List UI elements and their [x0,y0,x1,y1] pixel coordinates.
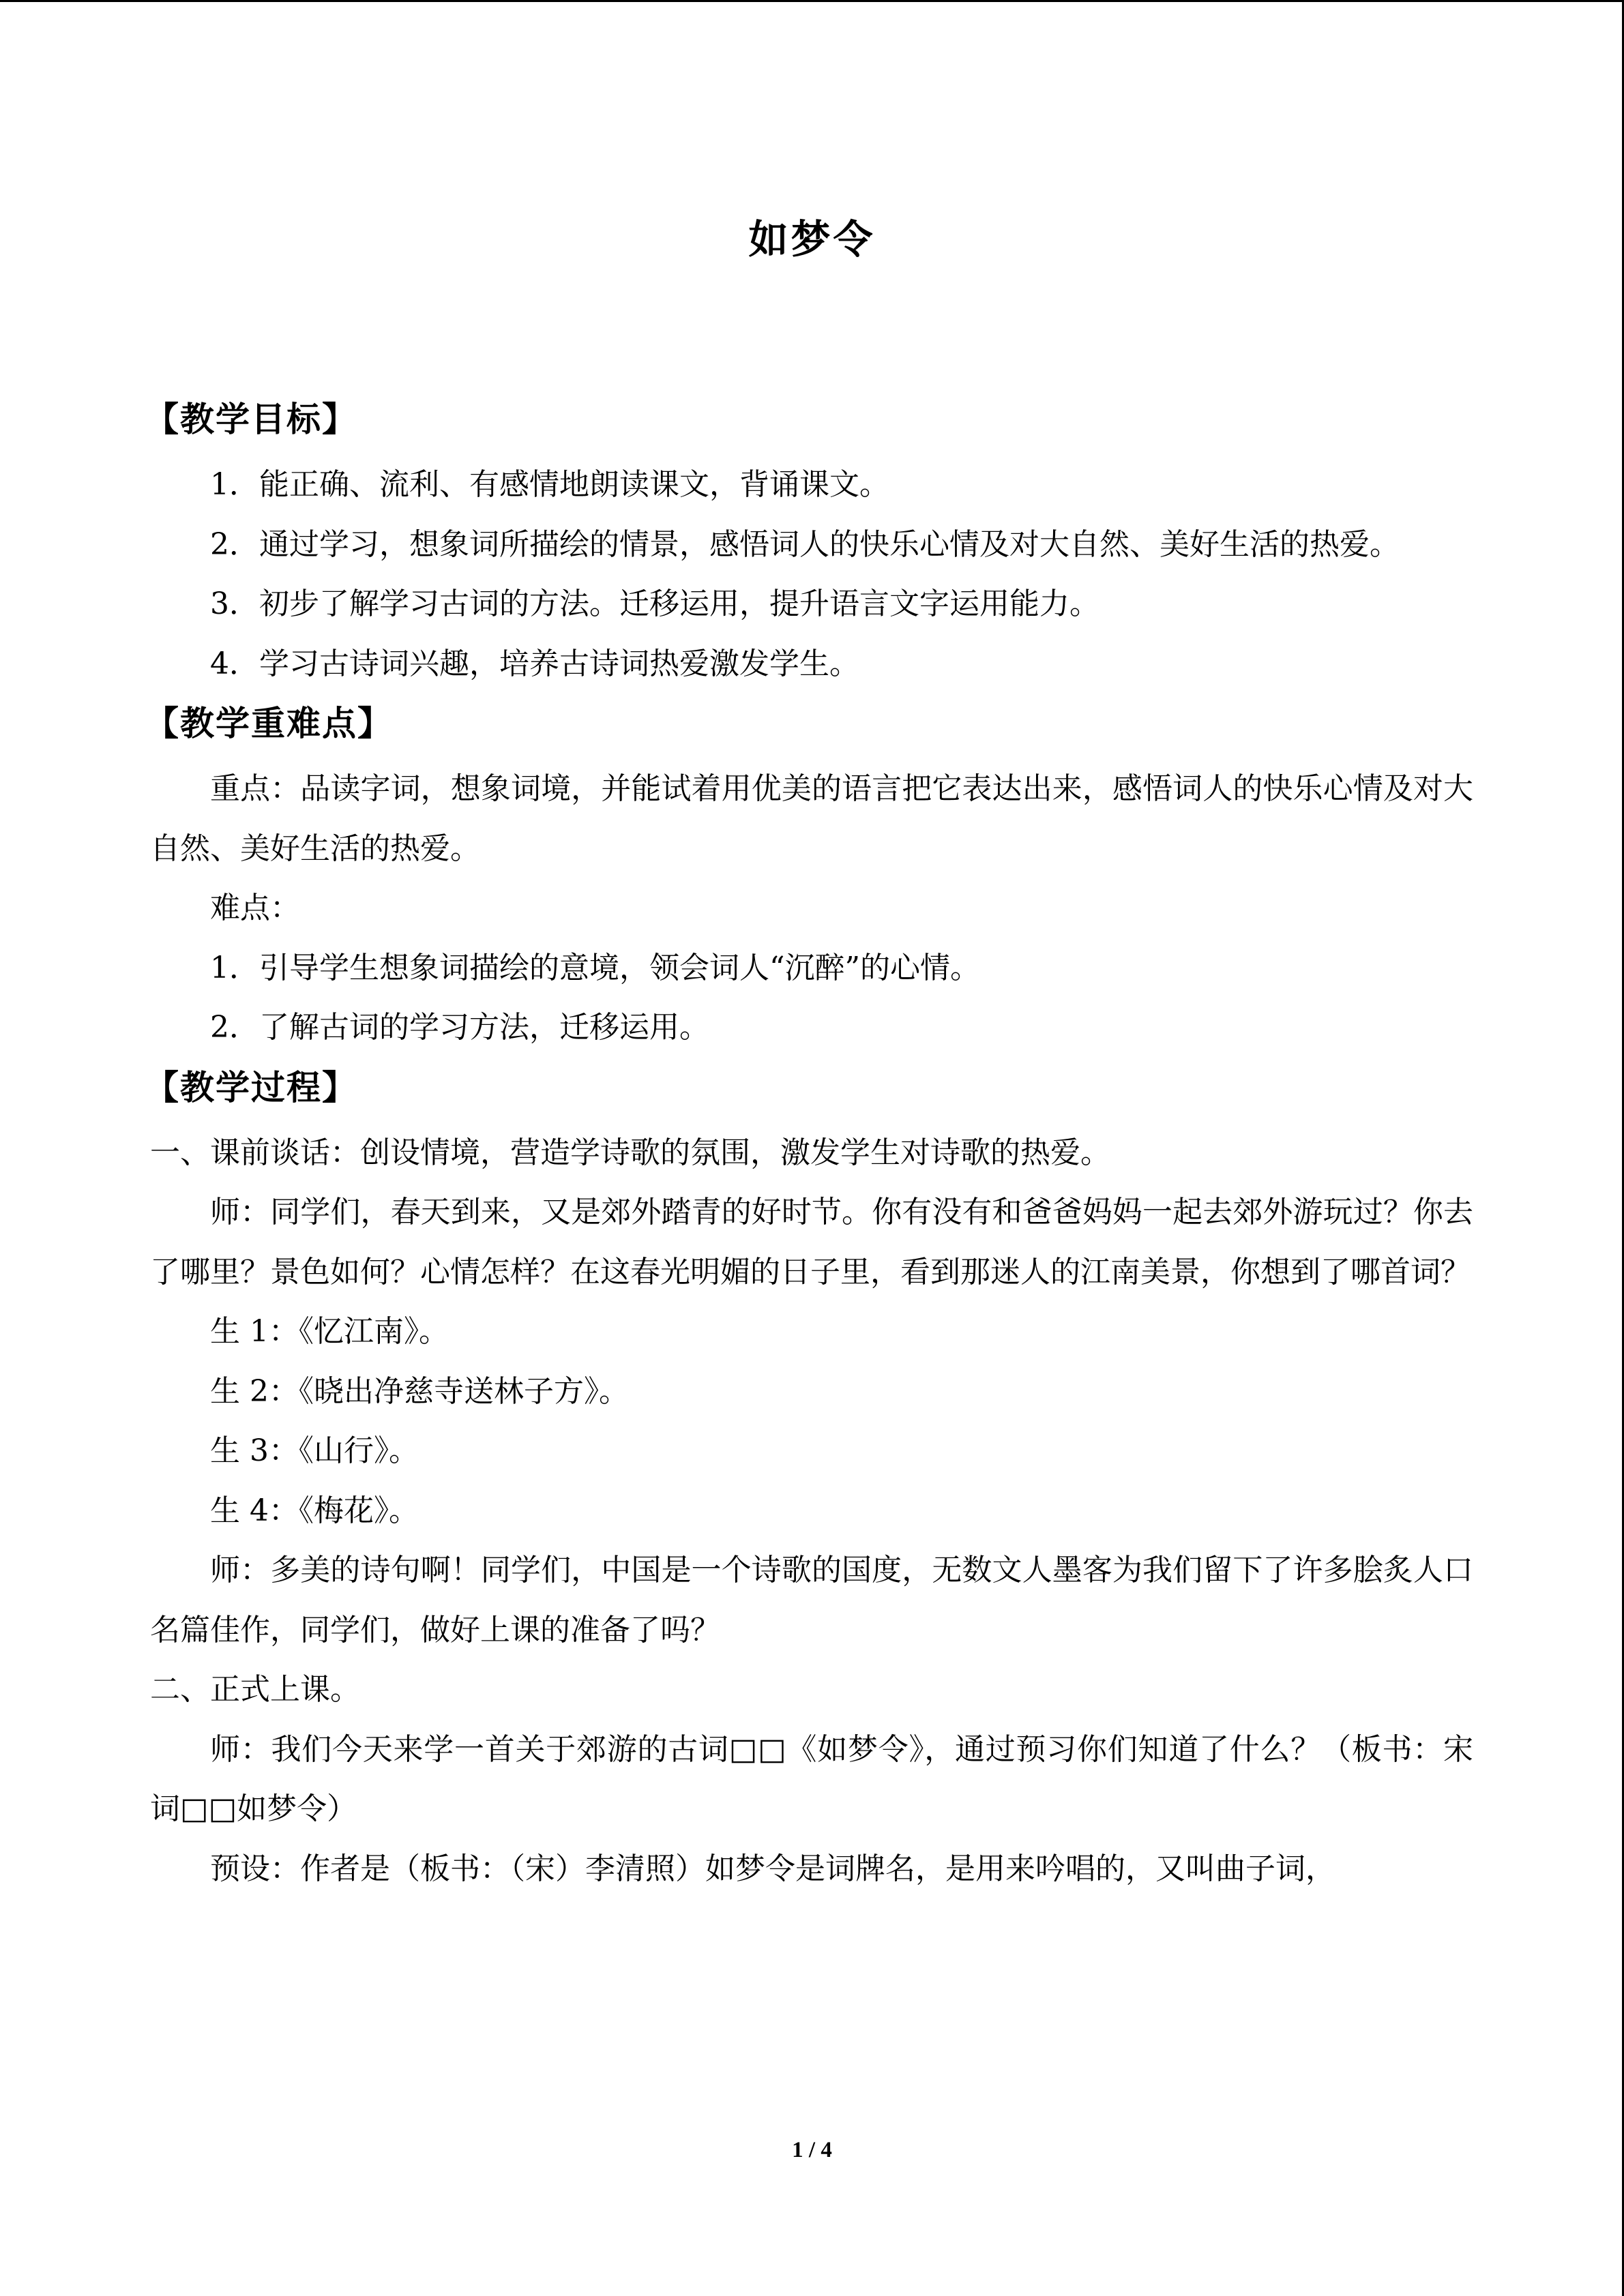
document-body [145,389,1473,1898]
goal-item-3: 3．初步了解学习古词的方法。迁移运用，提升语言文字运用能力。 [210,586,1099,621]
teacher-line-3: 师：我们今天来学一首关于郊游的古词□□《如梦令》，通过预习你们知道了什么？（板书：宋词□□如梦令） [150,1731,1473,1826]
process-step-1: 一、课前谈话：创设情境，营造学诗歌的氛围，激发学生对诗歌的热爱。 [150,1135,1110,1170]
difficulty-item-1: 1．引导学生想象词描绘的意境，领会词人“沉醉”的心情。 [210,950,980,985]
section-heading-process: 【教学过程】 [145,1067,357,1107]
goal-item-1: 1．能正确、流利、有感情地朗读课文，背诵课文。 [210,467,889,502]
section-heading-goals: 【教学目标】 [145,400,357,439]
teacher-line-2: 师：多美的诗句啊！同学们，中国是一个诗歌的国度，无数文人墨客为我们留下了许多脍炙人口名篇佳作，同学们，做好上课的准备了吗？ [150,1553,1473,1648]
focus-paragraph: 重点：品读字词，想象词境，并能试着用优美的语言把它表达出来，感悟词人的快乐心情及对大自然、美好生活的热爱。 [150,771,1473,866]
teacher-line-1: 师：同学们，春天到来，又是郊外踏青的好时节。你有没有和爸爸妈妈一起去郊外游玩过？你去了哪里？景色如何？心情怎样？在这春光明媚的日子里，看到那迷人的江南美景，你想到了哪首词？ [150,1195,1473,1289]
page-number: 1 / 4 [792,2138,832,2162]
student-line-1: 生 1：《忆江南》。 [210,1314,449,1349]
difficulty-item-2: 2．了解古词的学习方法，迁移运用。 [210,1010,709,1045]
student-line-3: 生 3：《山行》。 [210,1433,419,1468]
document-title: 如梦令 [748,216,876,263]
section-heading-difficulties: 【教学重难点】 [145,704,393,743]
difficulty-label: 难点： [210,891,300,925]
student-line-2: 生 2：《晓出净慈寺送林子方》。 [210,1373,629,1409]
student-line-4: 生 4：《梅花》。 [210,1493,419,1528]
goal-item-4: 4．学习古诗词兴趣，培养古诗词热爱激发学生。 [210,646,859,681]
process-step-2: 二、正式上课。 [150,1672,360,1707]
preset-line: 预设：作者是（板书：（宋）李清照）如梦令是词牌名，是用来吟唱的，又叫曲子词， [210,1851,1335,1886]
goal-item-2: 2．通过学习，想象词所描绘的情景，感悟词人的快乐心情及对大自然、美好生活的热爱。 [210,526,1400,562]
